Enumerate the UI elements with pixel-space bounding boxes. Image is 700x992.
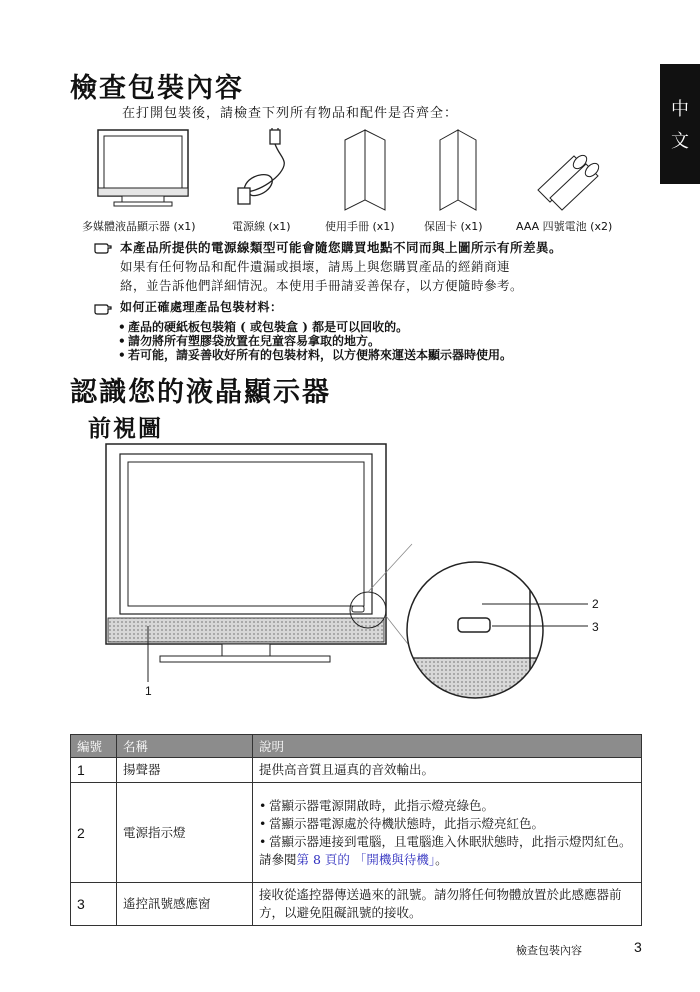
subtitle-front-view: 前視圖 [88, 415, 163, 442]
packaging-bullet: • 產品的硬紙板包裝箱 ( 或包裝盒 ) 都是可以回收的。 [118, 320, 512, 334]
table-row [71, 758, 642, 783]
footer-page-number: 3 [634, 939, 642, 955]
row-description: 接收從遙控器傳送過來的訊號。請勿將任何物體放置於此感應器前方，以避免阻礙訊號的接收。 [253, 883, 642, 926]
manual-illustration [345, 130, 385, 210]
reference-prefix: 請參閱 [259, 851, 297, 867]
packaging-bullets [118, 320, 512, 362]
table-row [71, 883, 642, 926]
reference-suffix: 。 [435, 851, 448, 867]
section-title-know-monitor: 認識您的液晶顯示器 [70, 377, 331, 408]
note-missing-items: 如果有任何物品和配件遺漏或損壞，請馬上與您購買產品的經銷商連 [120, 259, 511, 274]
description-bullet: • 當顯示器電源開啟時，此指示燈亮綠色。 [259, 797, 635, 815]
warranty-card-illustration [440, 130, 476, 210]
footer-section-name: 檢查包裝內容 [516, 944, 582, 957]
row-name: 遙控訊號感應窗 [117, 883, 253, 926]
speaker-grille [108, 618, 384, 642]
row-number: 1 [71, 758, 117, 783]
front-view-diagram [100, 440, 600, 730]
note-packaging-title: 如何正確處理產品包裝材料： [120, 300, 283, 314]
monitor-illustration [98, 130, 188, 206]
header-name: 名稱 [117, 735, 253, 758]
note-missing-items-cont: 絡，並告訴他們詳細情況。本使用手冊請妥善保存，以方便隨時參考。 [120, 278, 524, 293]
note-hand-icon [94, 302, 112, 315]
batteries-illustration [538, 153, 601, 210]
section-title-package: 檢查包裝內容 [70, 73, 244, 104]
header-number: 編號 [71, 735, 117, 758]
package-items-illustration [80, 128, 640, 216]
item-label-power-cord: 電源線 (x1) [232, 220, 291, 233]
power-cord-illustration [238, 128, 284, 204]
item-label-monitor: 多媒體液晶顯示器 (x1) [82, 220, 196, 233]
item-label-batteries: AAA 四號電池 (x2) [516, 220, 613, 233]
packaging-bullet: • 若可能，請妥善收好所有的包裝材料，以方便將來運送本顯示器時使用。 [118, 348, 512, 362]
row-name: 電源指示燈 [117, 783, 253, 883]
language-tab-char: 中 [671, 99, 689, 120]
language-tab-char: 文 [671, 131, 689, 152]
row-description [253, 783, 642, 883]
table-header-row [71, 735, 642, 758]
packaging-bullet: • 請勿將所有塑膠袋放置在兒童容易拿取的地方。 [118, 334, 512, 348]
item-label-manual: 使用手冊 (x1) [325, 220, 395, 233]
note-hand-icon [94, 241, 112, 254]
row-name: 揚聲器 [117, 758, 253, 783]
table-row [71, 783, 642, 883]
callout-ir-sensor: 3 [592, 620, 599, 634]
note-power-cord: 本產品所提供的電源線類型可能會隨您購買地點不同而與上圖所示有所差異。 [120, 240, 563, 255]
language-tab [660, 64, 700, 184]
intro-text: 在打開包裝後，請檢查下列所有物品和配件是否齊全： [122, 106, 459, 121]
callout-power-indicator: 2 [592, 597, 599, 611]
row-number: 3 [71, 883, 117, 926]
row-number: 2 [71, 783, 117, 883]
item-label-warranty-card: 保固卡 (x1) [424, 220, 483, 233]
description-bullet: • 當顯示器連接到電腦，且電腦進入休眠狀態時，此指示燈閃紅色。 [259, 833, 635, 851]
description-bullet: • 當顯示器電源處於待機狀態時，此指示燈亮紅色。 [259, 815, 635, 833]
reference-link[interactable]: 第 8 頁的 「開機與待機」 [296, 851, 436, 867]
header-description: 說明 [253, 735, 642, 758]
component-table [70, 734, 642, 926]
callout-speaker: 1 [145, 684, 152, 698]
row-description: 提供高音質且逼真的音效輸出。 [253, 758, 642, 783]
